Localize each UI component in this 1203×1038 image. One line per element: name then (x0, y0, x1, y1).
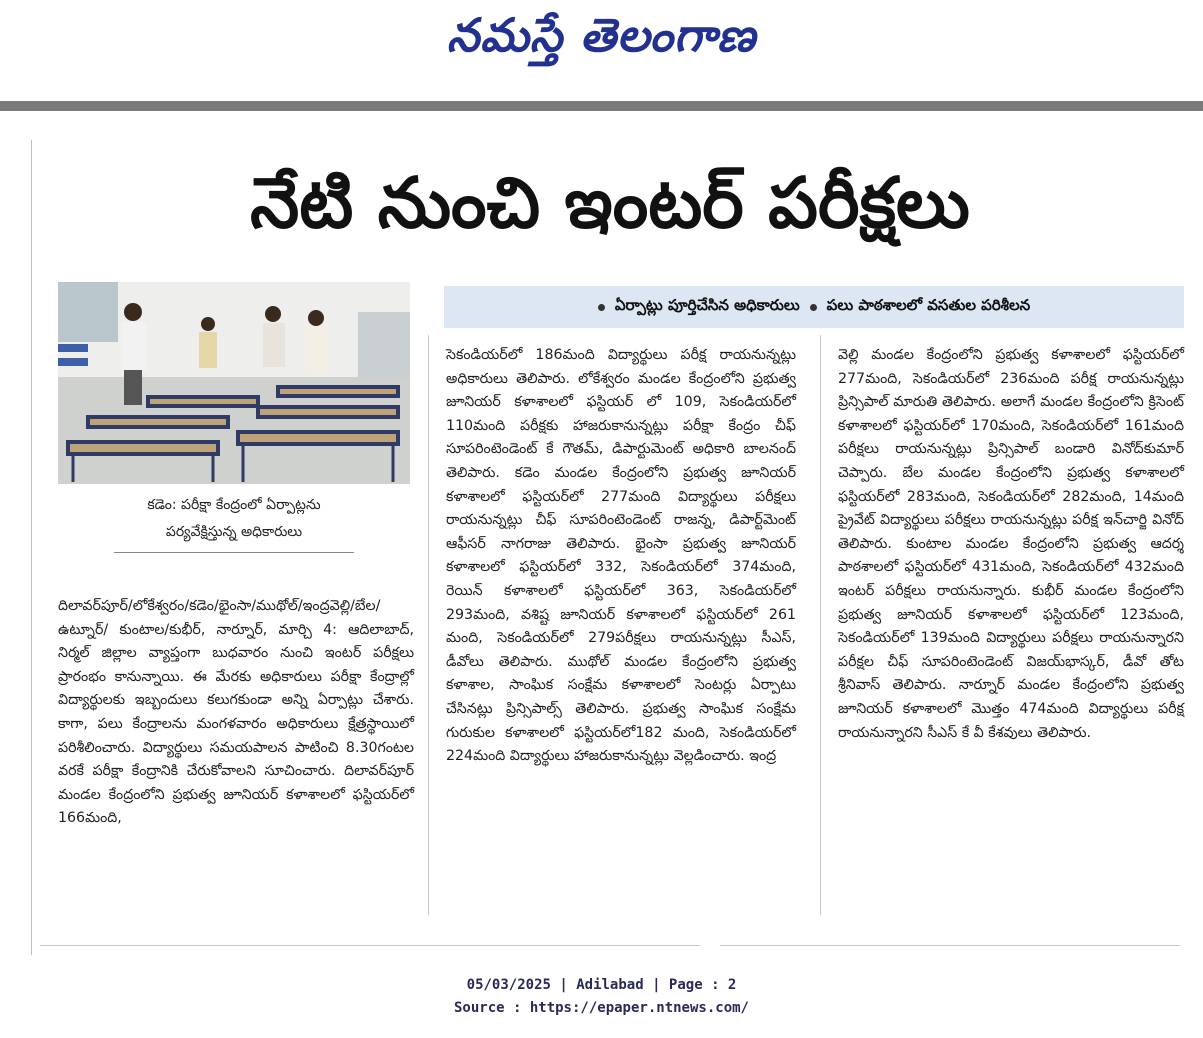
left-margin-line (31, 140, 32, 955)
footer-date-edition: 05/03/2025 | Adilabad | Page : 2 (466, 977, 737, 993)
article-column-1 (58, 595, 414, 831)
bottom-divider (720, 945, 1180, 946)
caption-divider (114, 552, 354, 553)
column-3-text: వెల్లి మండల కేంద్రంలోని ప్రభుత్వ కళాశాలలో ఫస్టియర్‌లో 277మంది, సెకండియర్‌లో 236మంది పరీక్ష రాయనున్నట్లు ప్రిన్సిపాల్ మారుతి తెలిపారు. అలాగే మండల కేంద్రంలోని క్రిసెంట్ కళాశాలలో ఫస్టియర్‌లో 170మంది, సెకండియర్‌లో 161మంది పరీక్షలు రాయనున్నట్లు ప్రిన్సిపాల్ బండారి వినోద్‌కుమార్ చెప్పారు. బేల మండల కేంద్రంలోని ప్రభుత్వ కళాశాలలో ఫస్టియర్‌లో 283మంది, సెకండియర్‌లో 282మంది, 14మంది ప్రైవేట్ విద్యార్థులు పరీక్షలు రాయనున్నట్లు పరీక్ష ఇన్‌చార్జి వినోద్ తెలిపారు. కుంటాల మండల కేంద్రంలోని ప్రభుత్వ ఆదర్శ పాఠశాలలో ఫస్టియర్‌లో 431మంది, సెకండియర్‌లో 432మంది ఇంటర్ పరీక్షలు రాయనున్నారు. కుభీర్ మండల కేంద్రంలోని ప్రభుత్వ జూనియర్ కళాశాలలో ఫస్టియర్‌లో 123మంది, సెకండియర్‌లో 139మంది విద్యార్థులు పరీక్షలు రాయనున్నారని పరీక్షల చీఫ్ సూపరింటెండెంట్ విజయ్‌భాస్కర్, డీవో తోట శ్రీనివాస్ తెలిపారు. నార్నూర్ మండల కేంద్రంలోని ప్రభుత్వ జూనియర్ కళాశాలలో మొత్తం 474మంది విద్యార్థులు పరీక్ష రాయనున్నారని సీఎస్ కే వీ కేశవులు తెలిపారు. (838, 347, 1184, 741)
article-headline: నేటి నుంచి ఇంటర్ పరీక్షలు (250, 162, 970, 244)
classroom-photo-illustration (58, 282, 410, 484)
masthead-rule (0, 101, 1203, 111)
bullet-icon (810, 304, 817, 311)
article-column-2 (446, 344, 796, 769)
strap-item-1: ఏర్పాట్లు పూర్తిచేసిన అధికారులు (614, 296, 800, 314)
bullet-icon (598, 304, 605, 311)
newspaper-logo: నమస్తే తెలంగాణ (446, 8, 757, 62)
column-divider (428, 335, 429, 915)
photo-caption (58, 492, 410, 553)
masthead (0, 0, 1203, 100)
subheadline-strap (444, 286, 1184, 328)
bottom-divider (40, 945, 700, 946)
column-divider (820, 335, 821, 915)
column-1-text: దిలావర్‌పూర్/లోకేశ్వరం/కడెం/భైంసా/ముథోల్/ఇంద్రవెల్లి/బేల/ఉట్నూర్/ కుంటాల/కుభీర్, నార్నూర్, మార్చి 4: ఆదిలాబాద్, నిర్మల్ జిల్లాల వ్యాప్తంగా బుధవారం నుంచి ఇంటర్ పరీక్షలు ప్రారంభం కానున్నాయి. ఈ మేరకు అధికారులు పరీక్షా కేంద్రాల్లో విద్యార్థులకు ఇబ్బందులు కలుగకుండా అన్ని ఏర్పాట్లు చేశారు. కాగా, పలు కేంద్రాలను మంగళవారం అధికారులు క్షేత్రస్థాయిలో పరిశీలించారు. విద్యార్థులు సమయపాలన పాటించి 8.30గంటల వరకే పరీక్షా కేంద్రానికి చేరుకోవాలని సూచించారు. దిలావర్‌పూర్ మండల కేంద్రంలోని ప్రభుత్వ జూనియర్ కళాశాలలో ఫస్టియర్‌లో 166మంది, (58, 598, 414, 827)
footer-source: Source : https://epaper.ntnews.com/ (453, 1000, 749, 1016)
caption-line-2: పర్యవేక్షిస్తున్న అధికారులు (165, 524, 303, 540)
column-2-text: సెకండియర్‌లో 186మంది విద్యార్థులు పరీక్ష రాయనున్నట్లు అధికారులు తెలిపారు. లోకేశ్వరం మండల కేంద్రంలోని ప్రభుత్వ జూనియర్ కళాశాలలో ఫస్టియర్ లో 109, సెకండియర్‌లో 110మంది పరీక్షకు హాజరుకానున్నట్లు పరీక్షా కేంద్రం చీఫ్ సూపరింటెండెంట్ కే గౌతమ్, డిపార్టుమెంట్ అధికారి బాలనంద్ తెలిపారు. కడెం మండల కేంద్రంలోని ప్రభుత్వ జూనియర్ కళాశాలలో ఫస్టియర్‌లో 277మంది విద్యార్థులు పరీక్షలు రాయనున్నట్లు చీఫ్ సూపరింటెండెంట్ రాజన్న, డిపార్ట్‌మెంట్ ఆఫీసర్ నాగరాజు తెలిపారు. భైంసా ప్రభుత్వ జూనియర్ కళాశాలలో ఫస్టియర్‌లో 332, సెకండియర్‌లో 374మంది, రెయిన్ కళాశాలలో ఫస్టియర్‌లో 363, సెకండియర్‌లో 293మంది, వశిష్ట జూనియర్ కళాశాలలో ఫస్టియర్‌లో 261 మంది, సెకండియర్‌లో 279పరీక్షలు రాయనున్నట్లు సీఎస్, డీవోలు తెలిపారు. ముథోల్ మండల కేంద్రంలోని ప్రభుత్వ కళాశాల, సాంఘిక సంక్షేమ కళాశాలలో సెంటర్లు ఏర్పాటు చేసినట్లు ప్రిన్సిపాల్స్ తెలిపారు. ప్రభుత్వ సాంఘిక సంక్షేమ గురుకుల కళాశాలలో ఫస్టియర్‌లో182 మంది, సెకండియర్‌లో 224మంది విద్యార్థులు హాజరుకానున్నట్లు వెల్లడించారు. ఇంద్ర (446, 347, 796, 765)
strap-item-2: పలు పాఠశాలలో వసతుల పరిశీలన (826, 296, 1031, 314)
article-photo (58, 282, 410, 484)
caption-line-1: కడెం: పరీక్షా కేంద్రంలో ఏర్పాట్లను (147, 497, 321, 513)
article-column-3 (838, 344, 1184, 745)
